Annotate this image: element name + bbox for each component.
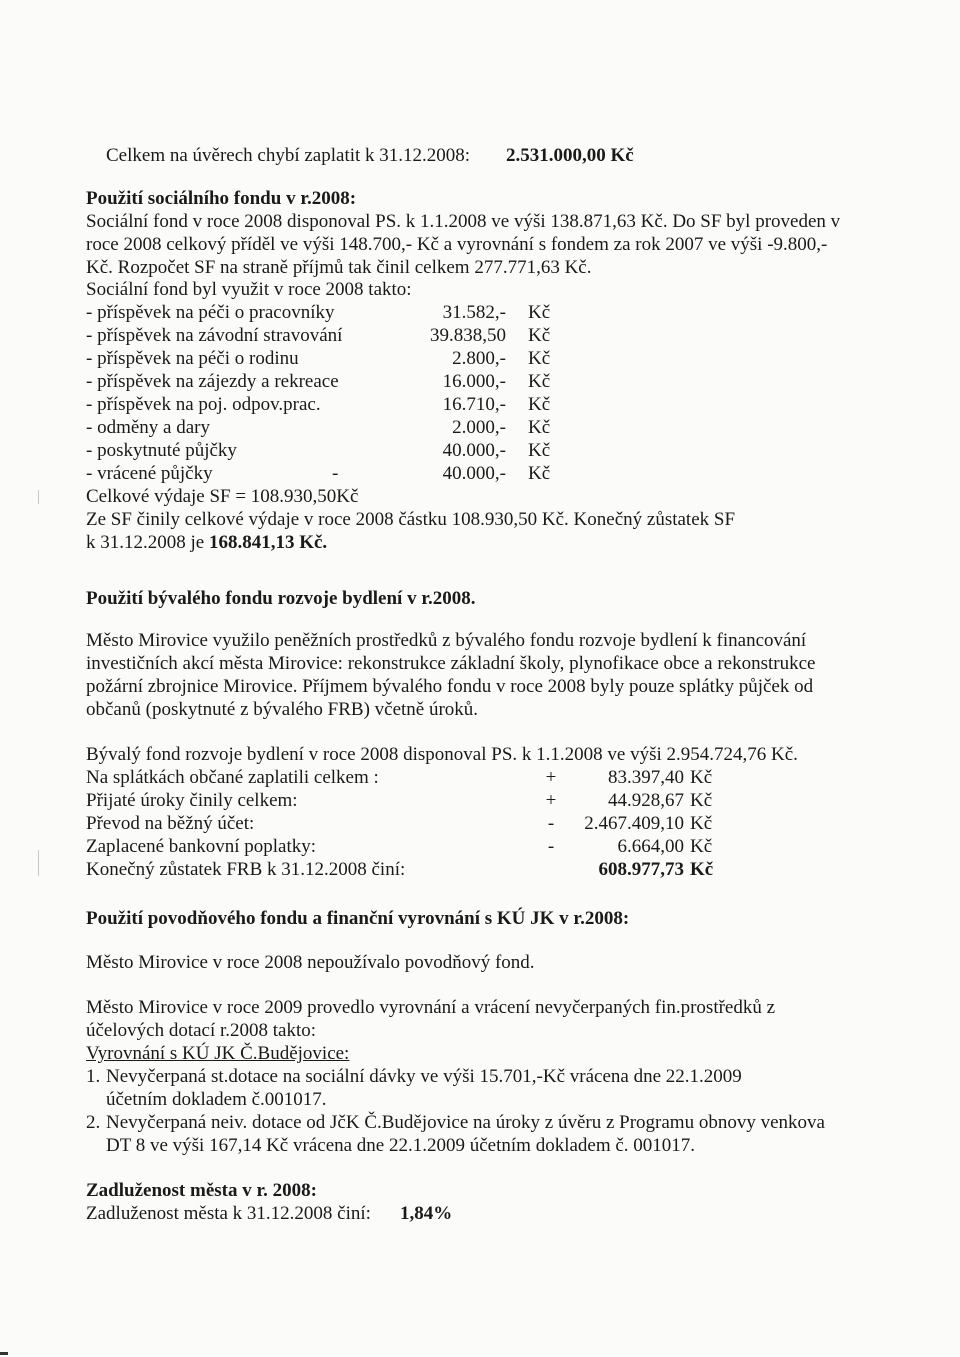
social-fund-text-line: Sociální fond v roce 2008 disponoval PS. k 1.1.2008 ve výši 138.871,63 Kč. Do SF byl proveden v	[86, 211, 841, 232]
row-value: 83.397,40	[608, 767, 684, 788]
final-balance-value: 168.841,13 Kč.	[208, 532, 328, 553]
row-label: Na splátkách občané zaplatili celkem :	[86, 767, 379, 788]
flood-fund-line: Město Mirovice v roce 2008 nepoužívalo povodňový fond.	[86, 952, 535, 973]
scan-artifact	[0, 1352, 8, 1355]
list-item	[86, 463, 566, 485]
item-label: - příspěvek na závodní stravování	[86, 325, 343, 346]
row-sign: +	[545, 790, 557, 811]
social-fund-total: Celkové výdaje SF = 108.930,50Kč	[86, 486, 359, 507]
item-currency: Kč	[528, 348, 551, 369]
row-currency: Kč	[690, 859, 714, 880]
flood-fund-subheading: Vyrovnání s KÚ JK Č.Budějovice:	[86, 1043, 350, 1064]
row-value: 6.664,00	[617, 836, 684, 857]
row-sign: +	[545, 767, 557, 788]
item-currency: Kč	[528, 325, 551, 346]
list-item-text: Nevyčerpaná neiv. dotace od JčK Č.Budějovice na úroky z úvěru z Programu obnovy venkova	[106, 1112, 825, 1133]
list-item-number: 2.	[86, 1112, 101, 1133]
list-item-text: účetním dokladem č.001017.	[106, 1089, 327, 1110]
item-label: - příspěvek na péči o rodinu	[86, 348, 299, 369]
item-currency: Kč	[528, 371, 551, 392]
list-item	[86, 371, 566, 393]
list-item	[86, 302, 566, 324]
row-value: 608.977,73	[598, 859, 684, 880]
debt-heading: Zadluženost města v r. 2008:	[86, 1180, 317, 1201]
list-item-number: 1.	[86, 1066, 101, 1087]
item-value: 16.000,-	[442, 371, 506, 392]
flood-fund-line: účelových dotací r.2008 takto:	[86, 1020, 317, 1041]
item-value: 40.000,-	[442, 463, 506, 484]
social-fund-text-line: Sociální fond byl využit v roce 2008 takto:	[86, 279, 412, 300]
housing-fund-paragraph-line: investičních akcí města Mirovice: rekonstrukce základní školy, plynofikace obce a rekonstrukce	[86, 653, 816, 674]
item-label: - příspěvek na zájezdy a rekreace	[86, 371, 339, 392]
table-row-total	[86, 859, 726, 881]
list-item	[86, 417, 566, 439]
row-label: Přijaté úroky činily celkem:	[86, 790, 298, 811]
scan-margin-mark	[38, 850, 39, 876]
item-currency: Kč	[528, 440, 551, 461]
item-currency: Kč	[528, 302, 551, 323]
row-sign: -	[547, 836, 555, 857]
housing-fund-heading: Použití bývalého fondu rozvoje bydlení v r.2008.	[86, 588, 476, 609]
row-currency: Kč	[690, 836, 713, 857]
table-row	[86, 813, 726, 835]
list-item-text: DT 8 ve výši 167,14 Kč vrácena dne 22.1.2009 účetním dokladem č. 001017.	[106, 1135, 696, 1156]
item-value: 31.582,-	[442, 302, 506, 323]
housing-fund-paragraph-line: požární zbrojnice Mirovice. Příjmem bývalého fondu v roce 2008 byly pouze splátky půjček od	[86, 676, 814, 697]
social-fund-final-balance	[86, 532, 327, 554]
scan-margin-mark	[38, 490, 39, 504]
item-value: 40.000,-	[442, 440, 506, 461]
final-balance-label: k 31.12.2008 je	[86, 532, 209, 553]
intro-value: 2.531.000,00 Kč	[506, 145, 634, 166]
item-currency: Kč	[528, 394, 551, 415]
social-fund-heading: Použití sociálního fondu v r.2008:	[86, 188, 357, 209]
social-fund-text-line: roce 2008 celkový příděl ve výši 148.700,- Kč a vyrovnání s fondem za rok 2007 ve výši -9.800,-	[86, 234, 828, 255]
item-value: 16.710,-	[442, 394, 506, 415]
item-value: 2.000,-	[452, 417, 506, 438]
social-fund-text-line: Kč. Rozpočet SF na straně příjmů tak činil celkem 277.771,63 Kč.	[86, 257, 592, 278]
item-sign: -	[332, 463, 339, 484]
item-label: - poskytnuté půjčky	[86, 440, 237, 461]
item-label: - příspěvek na poj. odpov.prac.	[86, 394, 321, 415]
debt-value: 1,84%	[400, 1203, 453, 1224]
item-currency: Kč	[528, 463, 551, 484]
list-item	[86, 394, 566, 416]
flood-fund-line: Město Mirovice v roce 2009 provedlo vyrovnání a vrácení nevyčerpaných fin.prostředků z	[86, 997, 776, 1018]
housing-fund-opening: Bývalý fond rozvoje bydlení v roce 2008 disponoval PS. k 1.1.2008 ve výši 2.954.724,76 Kč.	[86, 744, 798, 765]
row-label: Zaplacené bankovní poplatky:	[86, 836, 317, 857]
row-currency: Kč	[690, 790, 713, 811]
housing-fund-paragraph-line: občanů (poskytnuté z bývalého FRB) včetně úroků.	[86, 699, 479, 720]
row-sign: -	[547, 813, 555, 834]
flood-fund-heading: Použití povodňového fondu a finanční vyrovnání s KÚ JK v r.2008:	[86, 908, 630, 929]
item-value: 2.800,-	[452, 348, 506, 369]
list-item	[86, 348, 566, 370]
table-row	[86, 767, 726, 789]
row-currency: Kč	[690, 767, 713, 788]
item-label: - vrácené půjčky	[86, 463, 213, 484]
item-label: - odměny a dary	[86, 417, 210, 438]
item-label: - příspěvek na péči o pracovníky	[86, 302, 335, 323]
table-row	[86, 790, 726, 812]
row-label: Převod na běžný účet:	[86, 813, 255, 834]
row-label: Konečný zůstatek FRB k 31.12.2008 činí:	[86, 859, 406, 880]
row-currency: Kč	[690, 813, 713, 834]
list-item-text: Nevyčerpaná st.dotace na sociální dávky ve výši 15.701,-Kč vrácena dne 22.1.2009	[106, 1066, 742, 1087]
list-item	[86, 325, 566, 347]
item-value: 39.838,50	[430, 325, 506, 346]
row-value: 44.928,67	[608, 790, 684, 811]
list-item	[86, 440, 566, 462]
row-value: 2.467.409,10	[584, 813, 684, 834]
social-fund-summary: Ze SF činily celkové výdaje v roce 2008 částku 108.930,50 Kč. Konečný zůstatek SF	[86, 509, 736, 530]
table-row	[86, 836, 726, 858]
intro-label: Celkem na úvěrech chybí zaplatit k 31.12.2008:	[106, 145, 471, 166]
debt-label: Zadluženost města k 31.12.2008 činí:	[86, 1203, 371, 1224]
item-currency: Kč	[528, 417, 551, 438]
housing-fund-paragraph-line: Město Mirovice využilo peněžních prostředků z bývalého fondu rozvoje bydlení k financování	[86, 630, 807, 651]
